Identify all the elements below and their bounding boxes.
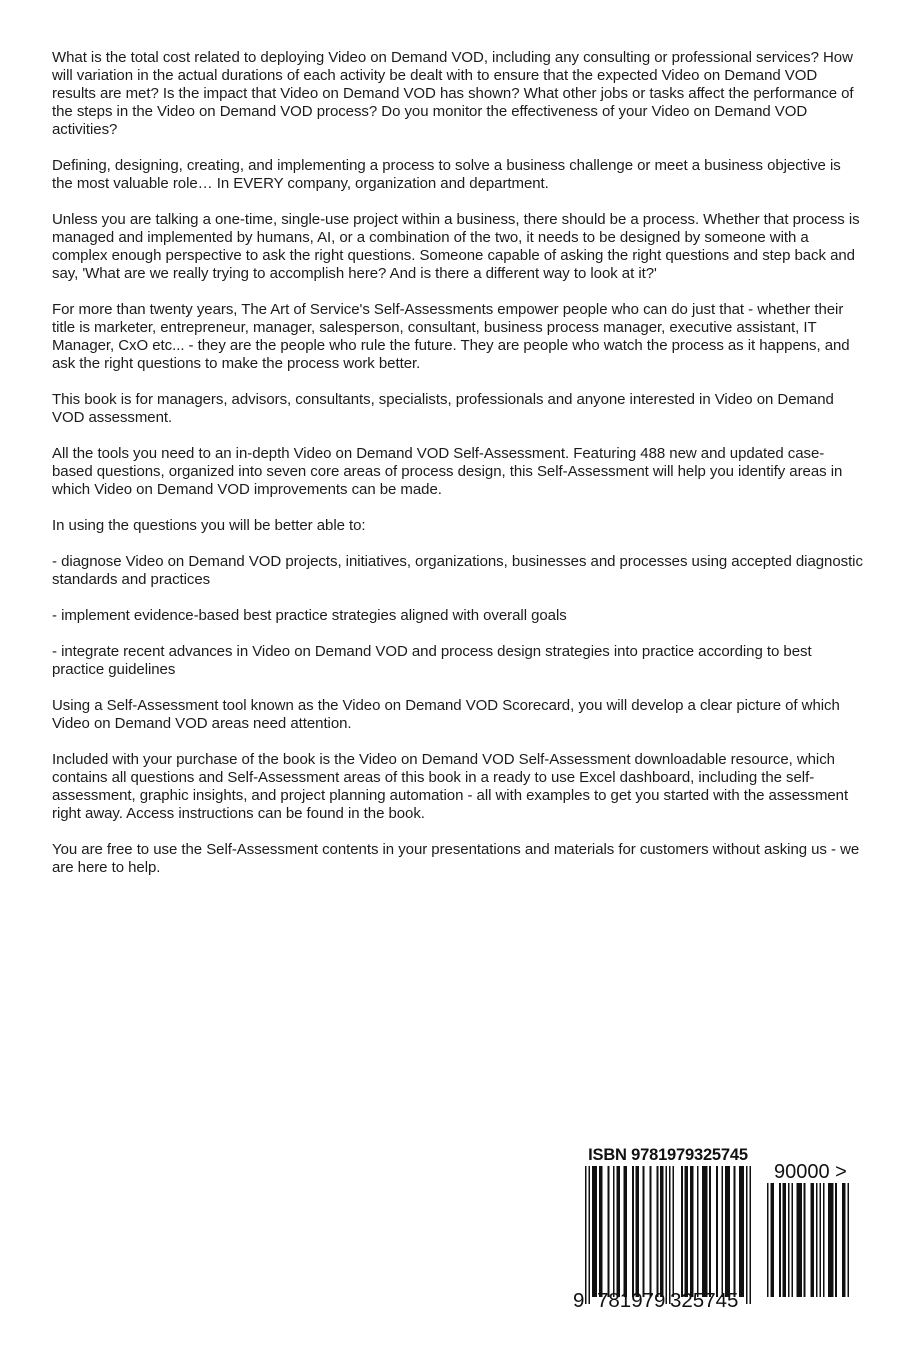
- blurb-paragraph: For more than twenty years, The Art of Service's Self-Assessments empower people who can do just that - whether their title is marketer, entrepreneur, manager, salesperson, consultant, business process manager, executive assistant, IT Manager, CxO etc... - they are the people who rule the future. They are people who watch the process as it happens, and ask the right questions to make the process work better.: [52, 301, 850, 372]
- blurb-paragraph: Using a Self-Assessment tool known as the Video on Demand VOD Scorecard, you will develop a clear picture of which Video on Demand VOD areas need attention.: [52, 697, 840, 732]
- blurb-paragraph: What is the total cost related to deploying Video on Demand VOD, including any consulting or professional services? How will variation in the actual durations of each activity be dealt with to ensure that the expected Video on Demand VOD results are met? Is the impact that Video on Demand VOD has shown? What other jobs or tasks affect the performance of the steps in the Video on Demand VOD process? Do you monitor the effectiveness of your Video on Demand VOD activities?: [52, 49, 854, 138]
- blurb-paragraph: Included with your purchase of the book is the Video on Demand VOD Self-Assessment downloadable resource, which contains all questions and Self-Assessment areas of this book in a ready to use Excel dashboard, including the self-assessment, graphic insights, and project planning automation - all with examples to get you started with the assessment right away. Access instructions can be found in the book.: [52, 751, 849, 822]
- isbn-digits-group1: 781979: [597, 1289, 666, 1312]
- supplement-label: 90000 >: [774, 1161, 847, 1183]
- blurb-paragraph: Unless you are talking a one-time, single-use project within a business, there should be a process. Whether that process is managed and implemented by humans, AI, or a combination of the two, it needs to be designed by someone with a complex enough perspective to ask the right questions. Someone capable of asking the right questions and step back and say, 'What are we really trying to accomplish here? And is there a different way to look at it?': [52, 211, 860, 282]
- isbn-label: ISBN 9781979325745: [588, 1146, 748, 1164]
- blurb-paragraph: - implement evidence-based best practice strategies aligned with overall goals: [52, 607, 567, 624]
- isbn-digits-group2: 325745: [670, 1289, 739, 1312]
- blurb-paragraph: This book is for managers, advisors, consultants, specialists, professionals and anyone interested in Video on Demand VOD assessment.: [52, 391, 834, 426]
- blurb-paragraph: - diagnose Video on Demand VOD projects, initiatives, organizations, businesses and processes using accepted diagnostic standards and practices: [52, 553, 863, 588]
- isbn-digit-lead: 9: [573, 1289, 585, 1312]
- blurb-text: [52, 49, 864, 895]
- blurb-paragraph: - integrate recent advances in Video on Demand VOD and process design strategies into practice according to best practice guidelines: [52, 643, 812, 678]
- barcode-block: [560, 1140, 890, 1330]
- ean5-supplement-barcode: [767, 1183, 849, 1297]
- blurb-paragraph: All the tools you need to an in-depth Video on Demand VOD Self-Assessment. Featuring 488 new and updated case-based questions, organized into seven core areas of process design, this Self-Assessment will help you identify areas in which Video on Demand VOD improvements can be made.: [52, 445, 843, 498]
- blurb-paragraph: Defining, designing, creating, and implementing a process to solve a business challenge or meet a business objective is the most valuable role… In EVERY company, organization and department.: [52, 157, 841, 192]
- ean13-barcode: [585, 1166, 751, 1304]
- blurb-paragraph: You are free to use the Self-Assessment contents in your presentations and materials for customers without asking us - we are here to help.: [52, 841, 860, 876]
- blurb-paragraph: In using the questions you will be better able to:: [52, 517, 366, 534]
